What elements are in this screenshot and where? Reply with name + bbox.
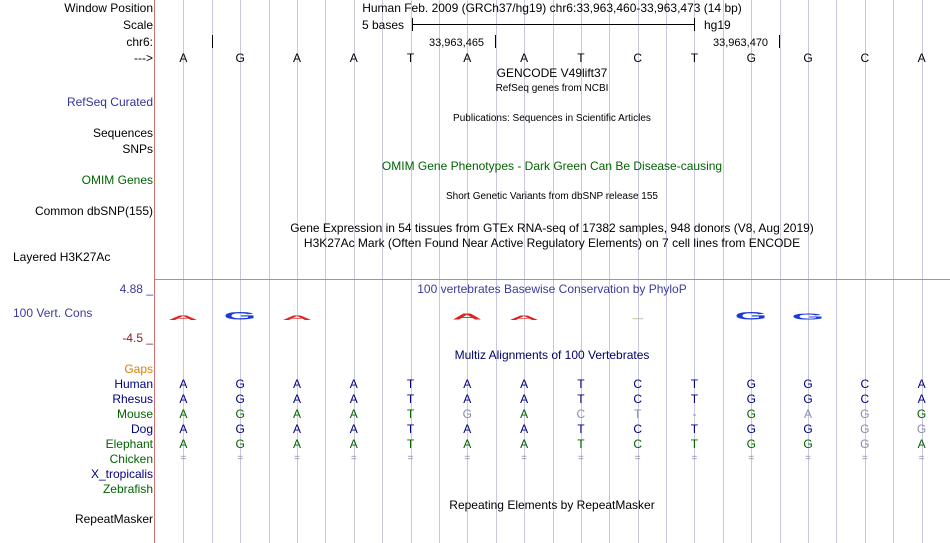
- aligned-base: T: [690, 422, 699, 436]
- publications-track-title[interactable]: Publications: Sequences in Scientific Articles: [453, 113, 651, 124]
- aligned-base: G: [235, 392, 245, 406]
- ref-base: T: [690, 51, 699, 65]
- aligned-base: A: [179, 392, 188, 406]
- aligned-base: G: [235, 377, 245, 391]
- grid-line: [325, 0, 326, 543]
- aligned-base: =: [805, 453, 811, 464]
- grid-line: [212, 0, 213, 543]
- ref-base: T: [577, 51, 585, 65]
- aligned-base: =: [237, 453, 244, 464]
- species-label-dog[interactable]: Dog: [130, 422, 153, 436]
- aligned-base: C: [633, 392, 642, 406]
- gaps-label: Gaps: [124, 362, 153, 376]
- aligned-base: A: [917, 377, 926, 391]
- species-label-mouse[interactable]: Mouse: [116, 407, 153, 421]
- aligned-base: A: [349, 437, 358, 451]
- label-divider: [154, 0, 155, 543]
- aligned-base: A: [520, 407, 529, 421]
- aligned-base: G: [746, 407, 756, 421]
- multiz-track-title[interactable]: Multiz Alignments of 100 Vertebrates: [454, 348, 650, 362]
- aligned-base: A: [292, 392, 301, 406]
- aligned-base: A: [463, 392, 472, 406]
- repeatmasker-track-title[interactable]: Repeating Elements by RepeatMasker: [449, 498, 655, 512]
- ref-base: G: [235, 51, 245, 65]
- aligned-base: T: [690, 377, 699, 391]
- conservation-letter: -: [630, 315, 645, 322]
- aligned-base: G: [860, 422, 870, 436]
- grid-line: [723, 0, 724, 543]
- aligned-base: C: [576, 407, 586, 421]
- h3k27ac-track-label[interactable]: Layered H3K27Ac: [13, 250, 111, 264]
- aligned-base: G: [235, 422, 245, 436]
- aligned-base: G: [916, 422, 927, 436]
- refseq-track-title[interactable]: RefSeq genes from NCBI: [495, 83, 609, 94]
- conservation-letter: A: [168, 313, 199, 322]
- aligned-base: G: [860, 437, 870, 451]
- conservation-letter: G: [791, 312, 825, 322]
- scale-bases-text: 5 bases: [362, 18, 405, 32]
- aligned-base: G: [235, 407, 245, 421]
- ref-base: A: [463, 51, 472, 65]
- scale-bar-right-tick: [694, 18, 695, 31]
- aligned-base: A: [349, 392, 358, 406]
- grid-line: [666, 0, 667, 543]
- aligned-base: A: [917, 437, 926, 451]
- aligned-base: A: [463, 437, 472, 451]
- aligned-base: =: [407, 453, 414, 464]
- conservation-letter: A: [281, 313, 312, 322]
- aligned-base: G: [803, 377, 813, 391]
- ref-base: A: [917, 51, 926, 65]
- grid-line: [269, 0, 270, 543]
- aligned-base: =: [748, 453, 755, 464]
- aligned-base: A: [463, 422, 472, 436]
- aligned-base: A: [179, 437, 188, 451]
- sequences-track-label[interactable]: Sequences: [92, 126, 153, 140]
- scale-db-text: hg19: [704, 18, 731, 32]
- phylop-track-label[interactable]: 100 Vert. Cons: [13, 306, 93, 320]
- aligned-base: T: [577, 392, 585, 406]
- aligned-base: A: [917, 392, 926, 406]
- aligned-base: =: [464, 453, 471, 464]
- dbsnp-track-label[interactable]: Common dbSNP(155): [34, 204, 153, 218]
- aligned-base: G: [860, 407, 870, 421]
- conservation-letter: A: [509, 313, 540, 322]
- aligned-base: =: [521, 453, 528, 464]
- grid-line: [836, 0, 837, 543]
- ref-base: A: [349, 51, 358, 65]
- grid-line: [893, 0, 894, 543]
- aligned-base: T: [406, 377, 415, 391]
- grid-line: [439, 0, 440, 543]
- aligned-base: A: [804, 407, 813, 421]
- aligned-base: C: [633, 437, 642, 451]
- ref-base: C: [633, 51, 642, 65]
- chrom-label: chr6:: [126, 35, 153, 49]
- aligned-base: A: [292, 422, 301, 436]
- aligned-base: A: [349, 422, 358, 436]
- aligned-base: -: [692, 407, 697, 421]
- ref-base: A: [292, 51, 301, 65]
- conservation-letter: G: [735, 309, 768, 322]
- scale-bar: [412, 24, 695, 25]
- ref-base: G: [746, 51, 756, 65]
- gencode-track-title[interactable]: GENCODE V49lift37: [496, 66, 608, 80]
- aligned-base: A: [292, 377, 301, 391]
- aligned-base: A: [179, 407, 188, 421]
- ref-base: A: [520, 51, 529, 65]
- aligned-base: T: [690, 392, 699, 406]
- phylop-min-label: -4.5 _: [122, 331, 153, 345]
- aligned-base: T: [577, 422, 585, 436]
- conservation-letter: G: [223, 309, 257, 322]
- aligned-base: C: [633, 377, 642, 391]
- species-label-chicken[interactable]: Chicken: [109, 452, 153, 466]
- aligned-base: A: [292, 437, 301, 451]
- aligned-base: A: [349, 407, 358, 421]
- phylop-track-title[interactable]: 100 vertebrates Basewise Conservation by PhyloP: [417, 282, 687, 296]
- ref-base: T: [406, 51, 415, 65]
- species-label-zebrafish[interactable]: Zebrafish: [102, 482, 153, 496]
- aligned-base: G: [746, 377, 756, 391]
- scale-label: Scale: [122, 18, 153, 32]
- window-position-label: Window Position: [64, 1, 153, 15]
- repeatmasker-track-label[interactable]: RepeatMasker: [74, 512, 153, 526]
- snps-track-label[interactable]: SNPs: [122, 142, 153, 156]
- scale-bar-left-tick: [412, 18, 413, 31]
- species-label-human[interactable]: Human: [114, 377, 153, 391]
- aligned-base: G: [803, 437, 813, 451]
- aligned-base: A: [520, 437, 529, 451]
- aligned-base: A: [349, 377, 358, 391]
- track-separator: [155, 279, 950, 280]
- aligned-base: G: [746, 437, 756, 451]
- aligned-base: =: [350, 453, 357, 464]
- aligned-base: G: [235, 437, 245, 451]
- grid-line: [609, 0, 610, 543]
- aligned-base: T: [577, 437, 585, 451]
- aligned-base: T: [406, 437, 415, 451]
- aligned-base: G: [803, 392, 813, 406]
- conservation-letter: A: [452, 312, 483, 322]
- omim-track-label[interactable]: OMIM Genes: [81, 173, 153, 187]
- aligned-base: T: [406, 422, 415, 436]
- aligned-base: G: [916, 407, 927, 421]
- aligned-base: T: [406, 392, 415, 406]
- aligned-base: =: [180, 453, 187, 464]
- aligned-base: T: [690, 437, 699, 451]
- omim-track-title[interactable]: OMIM Gene Phenotypes - Dark Green Can Be Disease-causing: [381, 159, 723, 173]
- aligned-base: A: [463, 377, 472, 391]
- aligned-base: T: [577, 377, 585, 391]
- refseq-track-label[interactable]: RefSeq Curated: [66, 95, 153, 109]
- gtex-track-title[interactable]: Gene Expression in 54 tissues from GTEx RNA-seq of 17382 samples, 948 donors (V8, Aug 2019): [290, 221, 814, 235]
- aligned-base: G: [746, 392, 756, 406]
- ruler-coord-1: 33,963,465: [429, 37, 485, 49]
- aligned-base: =: [577, 453, 584, 464]
- strand-arrow-label[interactable]: --->: [134, 51, 153, 65]
- aligned-base: A: [520, 377, 529, 391]
- aligned-base: C: [633, 422, 642, 436]
- aligned-base: =: [918, 453, 925, 464]
- ruler-tick-2: [779, 35, 780, 48]
- aligned-base: C: [860, 392, 870, 406]
- aligned-base: =: [691, 453, 698, 464]
- aligned-base: G: [462, 407, 472, 421]
- grid-line: [780, 0, 781, 543]
- aligned-base: =: [634, 453, 641, 464]
- aligned-base: A: [292, 407, 301, 421]
- dbsnp-track-title[interactable]: Short Genetic Variants from dbSNP release 155: [446, 191, 658, 202]
- species-label-rhesus[interactable]: Rhesus: [112, 392, 153, 406]
- ruler-coord-2: 33,963,470: [713, 37, 769, 49]
- ref-base: G: [803, 51, 813, 65]
- aligned-base: T: [634, 407, 642, 421]
- aligned-base: T: [406, 407, 415, 421]
- grid-line: [382, 0, 383, 543]
- species-label-elephant[interactable]: Elephant: [105, 437, 153, 451]
- position-text: Human Feb. 2009 (GRCh37/hg19) chr6:33,963,460-33,963,473 (14 bp): [362, 1, 742, 15]
- aligned-base: =: [861, 453, 868, 464]
- phylop-max-label: 4.88 _: [119, 282, 153, 296]
- ref-base: A: [179, 51, 188, 65]
- aligned-base: C: [860, 377, 870, 391]
- aligned-base: A: [520, 422, 529, 436]
- aligned-base: A: [179, 377, 188, 391]
- ref-base: C: [860, 51, 870, 65]
- aligned-base: A: [179, 422, 188, 436]
- ruler-tick-start: [212, 35, 213, 48]
- aligned-base: =: [294, 453, 300, 464]
- aligned-base: A: [520, 392, 529, 406]
- h3k27ac-track-title[interactable]: H3K27Ac Mark (Often Found Near Active Regulatory Elements) on 7 cell lines from ENCODE: [303, 236, 801, 250]
- ruler-tick-1: [495, 35, 496, 48]
- species-label-x_tropicalis[interactable]: X_tropicalis: [90, 467, 153, 481]
- aligned-base: G: [746, 422, 756, 436]
- aligned-base: G: [803, 422, 813, 436]
